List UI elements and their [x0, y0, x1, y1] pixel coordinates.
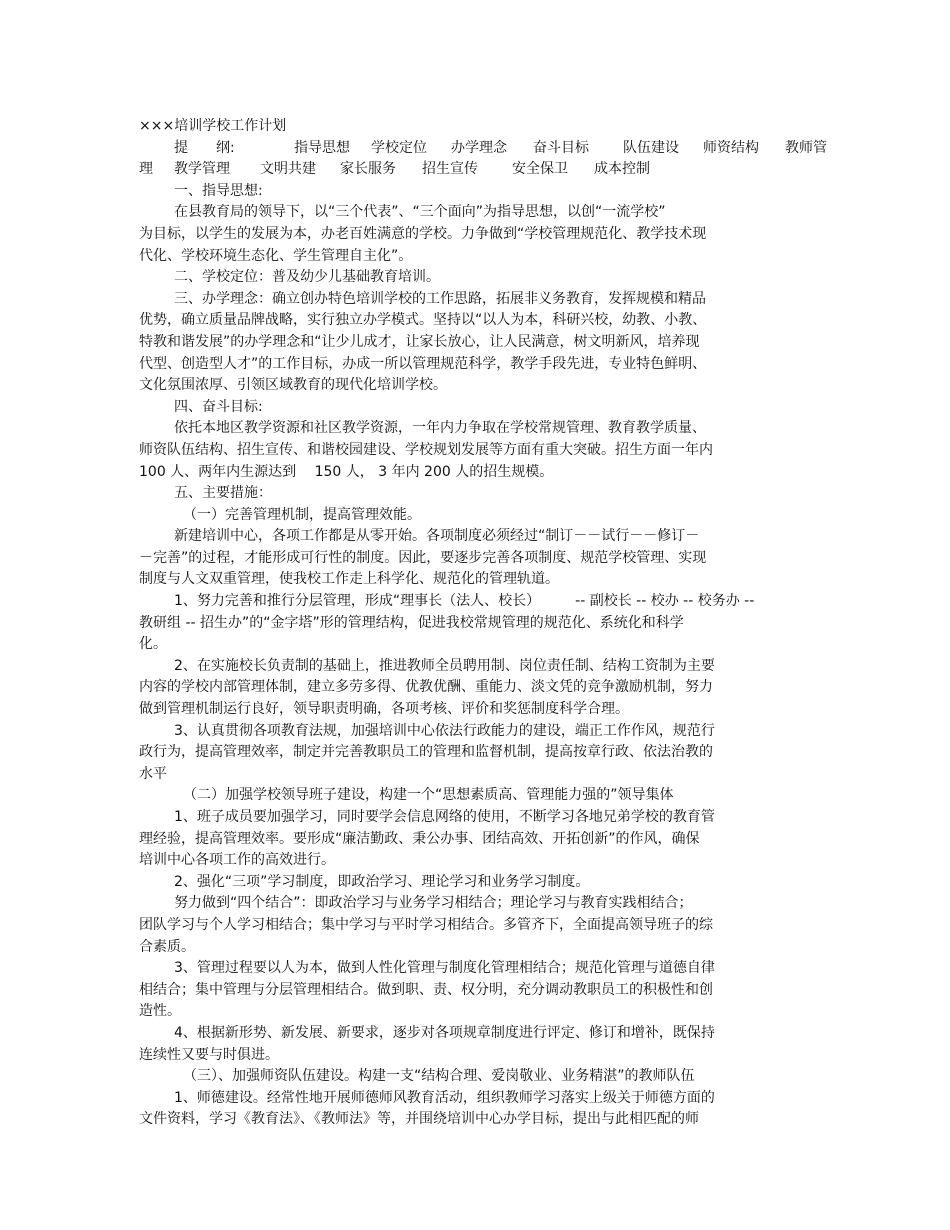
text-line: 合素质。 [139, 938, 195, 955]
text-line: 代型、创造型人才”的工作目标，办成一所以管理规范科学，教学手段先进，专业特色鲜明、 [139, 355, 707, 372]
outline-item: 队伍建设 [623, 139, 679, 156]
text-line: 2、在实施校长负责制的基础上，推进教师全员聘用制、岗位责任制、结构工资制为主要 [174, 657, 715, 674]
outline-row-2 [139, 159, 809, 181]
text-line: 3、认真贯彻各项教育法规，加强培训中心依法行政能力的建设，端正工作作风，规范行 [174, 722, 715, 739]
outline-item: 教师管 [785, 139, 827, 156]
text-line: 政行为，提高管理效率，制定并完善教职员工的管理和监督机制，提高按章行政、依法治教的 [139, 744, 713, 761]
section-heading: 一、指导思想: [174, 182, 263, 199]
text-line: 化。 [139, 636, 167, 653]
text-line: 在县教育局的领导下，以“三个代表”、“三个面向”为指导思想，以创“一流学校” [174, 204, 666, 221]
outline-item: 指导思想 [294, 139, 350, 156]
outline-item: 奋斗目标 [533, 139, 589, 156]
text-line: 相结合；集中管理与分层管理相结合。做到职、责、权分明，充分调动教职员工的积极性和创 [139, 981, 713, 998]
text-line: －完善”的过程，才能形成可行性的制度。因此，要逐步完善各项制度、规范学校管理、实现 [139, 549, 707, 566]
text-line: 水平 [139, 765, 167, 782]
outline-item: 学校定位 [371, 139, 427, 156]
text-line: 1、班子成员要加强学习，同时要学会信息网络的使用，不断学习各地兄弟学校的教育管 [174, 809, 715, 825]
outline-label: 提 纲: [174, 139, 235, 156]
text-line: 新建培训中心，各项工作都是从零开始。各项制度必须经过“制订－－试行－－修订－ [174, 528, 700, 545]
text-line: 教研组 -- 招生办”的“金字塔”形的管理结构，促进我校常规管理的规范化、系统化和科学 [139, 614, 684, 631]
text-line: 为目标，以学生的发展为本，办老百姓满意的学校。力争做到“学校管理规范化、教学技术现 [139, 225, 707, 242]
section-heading: 五、主要措施： [174, 485, 272, 502]
outline-item: 教学管理 [174, 161, 230, 178]
outline-item: 安全保卫 [512, 161, 568, 178]
outline-item: 师资结构 [703, 139, 759, 156]
outline-item: 家长服务 [340, 161, 396, 178]
outline-item: 办学理念 [451, 139, 507, 156]
subsection-heading: （二）加强学校领导班子建设，构建一个“思想素质高、管理能力强的”领导集体 [183, 787, 674, 804]
outline-row-1 [139, 138, 827, 160]
text-line: 3、管理过程要以人为本，做到人性化管理与制度化管理相结合；规范化管理与道德自律 [174, 960, 715, 977]
subsection-heading: （三）、加强师资队伍建设。构建一支“结构合理、爱岗敬业、业务精湛”的教师队伍 [183, 1068, 695, 1085]
text-line: 特教和谐发展”的办学理念和“让少儿成才，让家长放心，让人民满意，树文明新风，培养现 [139, 333, 700, 350]
text-line: 1、努力完善和推行分层管理，形成“理事长（法人、校长） -- 副校长 -- 校办 -- 校务办 -- [174, 593, 755, 610]
text-line: 内容的学校内部管理体制，建立多劳多得、优教优酬、重能力、淡文凭的竞争激励机制，努力 [139, 679, 713, 696]
text-line: 文件资料，学习《教育法》、《教师法》等，并围绕培训中心办学目标，提出与此相匹配的师 [139, 1111, 699, 1128]
text-line: 团队学习与个人学习相结合；集中学习与平时学习相结合。多管齐下，全面提高领导班子的综 [139, 916, 713, 933]
text-line: 文化氛围浓厚、引领区域教育的现代化培训学校。 [139, 377, 447, 394]
text-line: 理经验，提高管理效率。要形成“廉洁勤政、秉公办事、团结高效、开拓创新”的作风，确保 [139, 830, 700, 847]
text-line: 1、师德建设。经常性地开展师德师风教育活动，组织教师学习落实上级关于师德方面的 [174, 1089, 715, 1106]
outline-item: 招生宣传 [422, 161, 478, 178]
outline-item: 理 [139, 161, 153, 178]
text-line: 4、根据新形势、新发展、新要求，逐步对各项规章制度进行评定、修订和增补，既保持 [174, 1024, 715, 1041]
text-line: 连续性又要与时俱进。 [139, 1046, 279, 1063]
text-line: 培训中心各项工作的高效进行。 [139, 852, 335, 869]
subsection-heading: （一）完善管理机制，提高管理效能。 [183, 506, 421, 523]
text-line: 优势，确立质量品牌战略，实行独立办学模式。坚持以“以人为本，科研兴校，幼教、小教、 [139, 312, 707, 329]
text-line: 做到管理机制运行良好，领导职责明确，各项考核、评价和奖惩制度科学合理。 [139, 701, 629, 718]
section-heading: 三、办学理念：确立创办特色培训学校的工作思路，拓展非义务教育，发挥规模和精品 [174, 290, 706, 307]
outline-item: 成本控制 [594, 161, 650, 178]
text-line: 100 人、两年内生源达到 150 人， 3 年内 200 人的招生规模。 [139, 463, 554, 480]
text-line: 代化、学校环境生态化、学生管理自主化”。 [139, 247, 413, 264]
text-line: 师资队伍结构、招生宣传、和谐校园建设、学校规划发展等方面有重大突破。招生方面一年内 [139, 441, 713, 458]
text-line: 2、强化“三项”学习制度，即政治学习、理论学习和业务学习制度。 [174, 873, 590, 890]
document-page [139, 116, 827, 1131]
section-heading: 四、奋斗目标: [174, 398, 263, 415]
text-line: 制度与人文双重管理，使我校工作走上科学化、规范化的管理轨道。 [139, 571, 559, 588]
text-line: 依托本地区教学资源和社区教学资源，一年内力争取在学校常规管理、教育教学质量、 [174, 420, 706, 437]
text-line: 努力做到“四个结合”：即政治学习与业务学习相结合；理论学习与教育实践相结合； [174, 895, 693, 912]
section-heading: 二、学校定位：普及幼少儿基础教育培训。 [174, 269, 440, 286]
outline-item: 文明共建 [260, 161, 316, 178]
document-title: ×××培训学校工作计划 [139, 118, 287, 134]
text-line: 造性。 [139, 1003, 181, 1020]
